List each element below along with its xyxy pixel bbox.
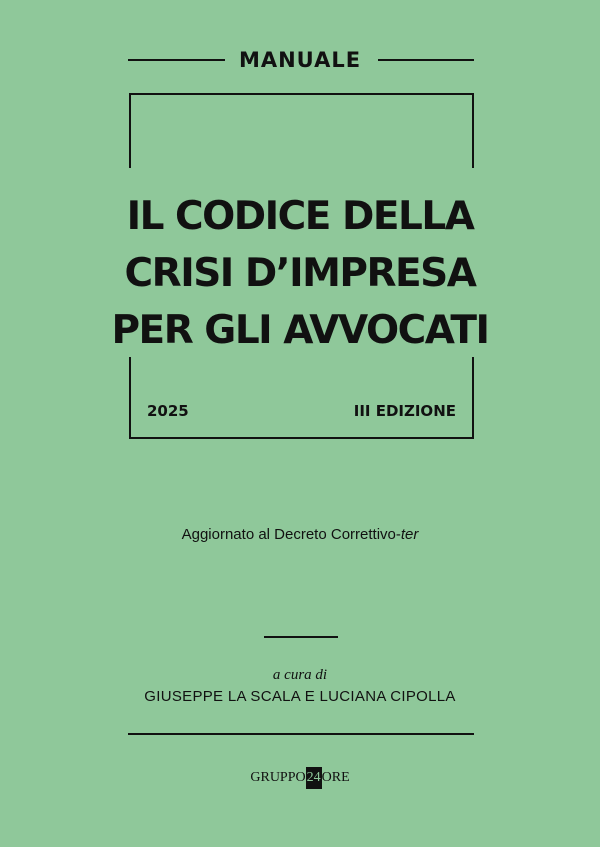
curator-label: a cura di: [272, 667, 328, 683]
author-names: GIUSEPPE LA SCALA E LUCIANA CIPOLLA: [144, 688, 456, 705]
title-line-2: CRISI D’IMPRESA: [124, 251, 476, 296]
subtitle-italic: ter: [400, 526, 419, 543]
book-title: [0, 188, 600, 359]
publisher-left: GRUPPO: [250, 770, 306, 785]
edition-label: III EDIZIONE: [353, 402, 456, 420]
subtitle-text: Aggiornato al Decreto Correttivo-: [181, 526, 401, 543]
series-label: MANUALE: [238, 48, 362, 72]
publication-year: 2025: [147, 402, 189, 420]
publisher-right: ORE: [321, 770, 350, 785]
title-line-3: PER GLI AVVOCATI: [111, 308, 489, 353]
publisher-logo: [0, 767, 600, 789]
title-line-1: IL CODICE DELLA: [126, 194, 474, 239]
subtitle: [0, 525, 600, 545]
publisher-box: 24: [306, 767, 322, 789]
divider-short: [264, 636, 338, 638]
divider-long: [128, 733, 474, 735]
series-rule-right: [378, 59, 474, 61]
